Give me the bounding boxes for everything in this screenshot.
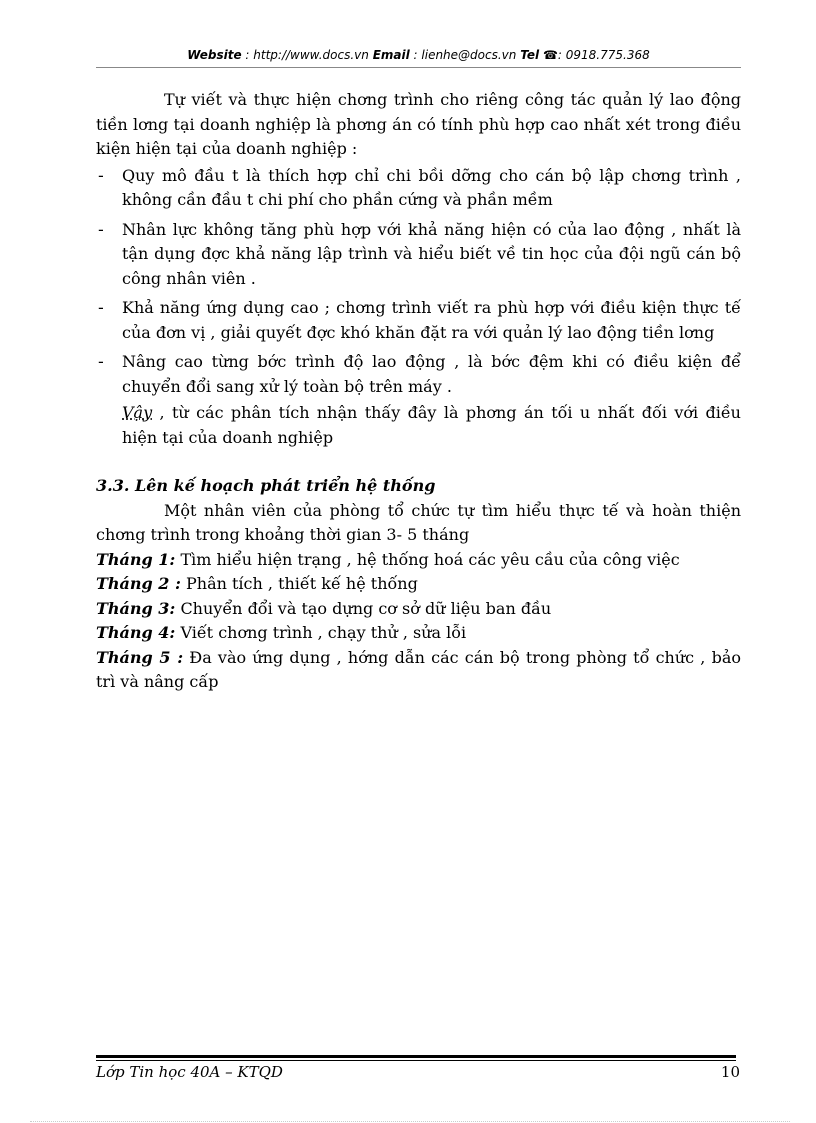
header-divider [96,67,741,68]
month-text: Viết chơng trình , chạy thử , sửa lỗi [180,623,467,642]
document-body [96,88,741,695]
month-label: Tháng 5 : [96,647,184,667]
month-text: Phân tích , thiết kế hệ thống [186,574,418,593]
dash-bullet-icon: - [98,352,104,371]
intro-paragraph: Tự viết và thực hiện chơng trình cho riêng công tác quản lý lao động tiền lơng tại doanh nghiệp là phơng án có tính phù hợp cao nhất xét trong điều kiện hiện tại của doanh nghiệp : [96,90,741,158]
website-value[interactable]: : http://www.docs.vn [245,48,369,62]
month-label: Tháng 2 : [96,574,181,593]
conclusion-paragraph [96,401,741,450]
email-label: Email [372,48,410,62]
month-label: Tháng 1: [96,549,176,569]
month-label: Tháng 4: [96,623,176,642]
list-item [96,296,741,345]
month-line [96,597,741,622]
month-label: Tháng 3: [96,598,176,618]
list-item [96,164,741,213]
conclusion-word: Vậy [122,403,153,422]
month-text: Chuyển đổi và tạo dựng cơ sở dữ liệu ban đầu [180,598,552,618]
month-text: Tìm hiểu hiện trạng , hệ thống hoá các yêu cầu của công việc [180,549,680,569]
month-line [96,646,741,695]
list-item-text: Nâng cao từng bớc trình độ lao động , là bớc đệm khi có điều kiện để chuyển đổi sang xử lý toàn bộ trên máy . [122,352,741,396]
website-label: Website [187,48,242,62]
tel-label: Tel [520,48,540,62]
month-text: Đa vào ứng dụng , hớng dẫn các cán bộ trong phòng tổ chức , bảo trì và nâng cấp [96,647,741,691]
month-line [96,548,741,573]
conclusion-text: , từ các phân tích nhận thấy đây là phơng án tối u nhất đối với điều hiện tại của doanh nghiệp [122,403,741,447]
month-line [96,572,741,597]
tel-value: : 0918.775.368 [557,48,650,62]
dash-bullet-icon: - [98,219,104,239]
page-number: 10 [720,1063,740,1081]
list-item-text: Quy mô đầu t là thích hợp chỉ chi bồi dỡng cho cán bộ lập chơng trình , không cần đầu t chi phí cho phần cứng và phần mềm [122,165,741,209]
phone-icon: ☎ [542,48,558,62]
footer-divider-thick [96,1055,736,1058]
footer-class-label: Lớp Tin học 40A – KTQD [96,1063,283,1081]
list-item [96,350,741,399]
page-header [96,48,741,62]
list-item-text: Khả năng ứng dụng cao ; chơng trình viết ra phù hợp với điều kiện thực tế của đơn vị , giải quyết đợc khó khăn đặt ra với quản lý lao động tiền lơng [122,298,741,342]
page-bottom-border [30,1121,790,1122]
bullet-list [96,164,741,400]
section-heading: 3.3. Lên kế hoạch phát triển hệ thống [96,476,436,495]
footer-divider-thin [96,1060,736,1061]
dash-bullet-icon: - [98,298,104,317]
section-intro-paragraph: Một nhân viên của phòng tổ chức tự tìm hiểu thực tế và hoàn thiện chơng trình trong khoảng thời gian 3- 5 tháng [96,500,741,544]
month-line [96,621,741,646]
list-item [96,218,741,292]
dash-bullet-icon: - [98,165,104,185]
list-item-text: Nhân lực không tăng phù hợp với khả năng hiện có của lao động , nhất là tận dụng đợc khả năng lập trình và hiểu biết về tin học của đội ngũ cán bộ công nhân viên . [122,219,741,288]
email-value[interactable]: : lienhe@docs.vn [413,48,517,62]
